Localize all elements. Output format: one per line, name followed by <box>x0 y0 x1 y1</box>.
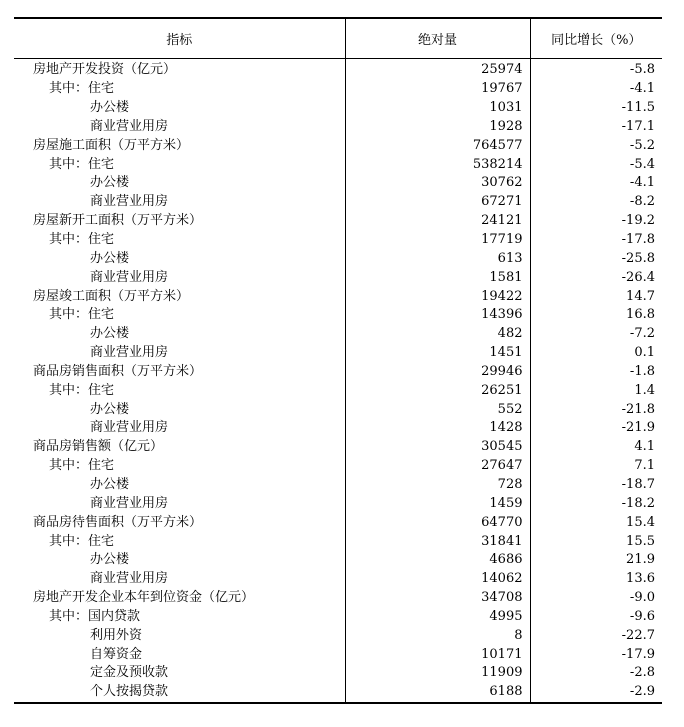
table-row <box>14 80 662 99</box>
table-row <box>14 193 662 212</box>
row-absolute-value: 10171 <box>345 645 530 664</box>
row-yoy-growth: -5.2 <box>530 136 662 155</box>
row-absolute-value: 1031 <box>345 99 530 118</box>
row-label: 其中：住宅 <box>49 81 115 97</box>
row-label: 商品房待售面积（万平方米） <box>33 514 203 530</box>
row-label: 其中：住宅 <box>49 232 115 248</box>
row-absolute-value: 25974 <box>345 59 530 80</box>
row-yoy-growth: -19.2 <box>530 212 662 231</box>
table-row <box>14 231 662 250</box>
row-label: 办公楼 <box>90 100 130 116</box>
table-row <box>14 664 662 683</box>
row-label: 办公楼 <box>90 552 130 568</box>
row-yoy-growth: -26.4 <box>530 268 662 287</box>
table-row <box>14 381 662 400</box>
row-label: 房地产开发投资（亿元） <box>33 62 177 78</box>
row-label: 商品房销售面积（万平方米） <box>33 363 203 379</box>
row-absolute-value: 6188 <box>345 683 530 703</box>
table-row <box>14 136 662 155</box>
row-absolute-value: 4995 <box>345 607 530 626</box>
table-row <box>14 99 662 118</box>
row-label: 其中：住宅 <box>49 156 115 172</box>
table-row <box>14 607 662 626</box>
table-row <box>14 438 662 457</box>
table-row <box>14 419 662 438</box>
table-row <box>14 287 662 306</box>
header-row <box>14 18 662 59</box>
row-label: 办公楼 <box>90 476 130 492</box>
row-label: 自筹资金 <box>90 646 143 662</box>
row-yoy-growth: -11.5 <box>530 99 662 118</box>
row-label: 房屋新开工面积（万平方米） <box>33 213 203 229</box>
row-absolute-value: 30762 <box>345 174 530 193</box>
row-yoy-growth: 21.9 <box>530 551 662 570</box>
row-label: 商业营业用房 <box>90 118 169 134</box>
table-row <box>14 344 662 363</box>
row-absolute-value: 538214 <box>345 155 530 174</box>
row-absolute-value: 14062 <box>345 570 530 589</box>
row-yoy-growth: -5.4 <box>530 155 662 174</box>
row-absolute-value: 19422 <box>345 287 530 306</box>
row-yoy-growth: -21.8 <box>530 400 662 419</box>
row-label: 定金及预收款 <box>90 665 169 681</box>
table-row <box>14 325 662 344</box>
row-yoy-growth: -17.9 <box>530 645 662 664</box>
row-yoy-growth: 0.1 <box>530 344 662 363</box>
row-yoy-growth: -17.1 <box>530 118 662 137</box>
row-yoy-growth: -21.9 <box>530 419 662 438</box>
header-indicator: 指标 <box>14 18 345 59</box>
row-label: 商业营业用房 <box>90 194 169 210</box>
row-absolute-value: 17719 <box>345 231 530 250</box>
table-row <box>14 249 662 268</box>
row-label: 商业营业用房 <box>90 495 169 511</box>
table-row <box>14 155 662 174</box>
row-absolute-value: 1428 <box>345 419 530 438</box>
row-yoy-growth: -7.2 <box>530 325 662 344</box>
row-yoy-growth: -22.7 <box>530 626 662 645</box>
header-yoy: 同比增长（%） <box>530 18 662 59</box>
row-yoy-growth: -18.2 <box>530 494 662 513</box>
row-label: 房屋施工面积（万平方米） <box>33 137 190 153</box>
row-absolute-value: 764577 <box>345 136 530 155</box>
row-yoy-growth: 1.4 <box>530 381 662 400</box>
row-label: 办公楼 <box>90 175 130 191</box>
row-absolute-value: 613 <box>345 249 530 268</box>
table-row <box>14 118 662 137</box>
row-yoy-growth: 15.4 <box>530 513 662 532</box>
row-yoy-growth: -4.1 <box>530 174 662 193</box>
row-absolute-value: 14396 <box>345 306 530 325</box>
table-body <box>14 59 662 703</box>
row-absolute-value: 4686 <box>345 551 530 570</box>
row-absolute-value: 34708 <box>345 589 530 608</box>
row-label: 利用外资 <box>90 627 143 643</box>
row-absolute-value: 24121 <box>345 212 530 231</box>
table-row <box>14 494 662 513</box>
table-row <box>14 59 662 80</box>
row-absolute-value: 26251 <box>345 381 530 400</box>
row-yoy-growth: -5.8 <box>530 59 662 80</box>
row-yoy-growth: 7.1 <box>530 457 662 476</box>
table-row <box>14 551 662 570</box>
row-absolute-value: 67271 <box>345 193 530 212</box>
table-row <box>14 306 662 325</box>
row-absolute-value: 1928 <box>345 118 530 137</box>
row-yoy-growth: -1.8 <box>530 363 662 382</box>
table-row <box>14 268 662 287</box>
row-yoy-growth: 16.8 <box>530 306 662 325</box>
row-yoy-growth: -9.6 <box>530 607 662 626</box>
row-absolute-value: 27647 <box>345 457 530 476</box>
row-label: 办公楼 <box>90 326 130 342</box>
table-row <box>14 532 662 551</box>
row-yoy-growth: 4.1 <box>530 438 662 457</box>
row-label: 商业营业用房 <box>90 345 169 361</box>
table-row <box>14 457 662 476</box>
row-absolute-value: 31841 <box>345 532 530 551</box>
row-absolute-value: 1581 <box>345 268 530 287</box>
table-row <box>14 626 662 645</box>
table-row <box>14 363 662 382</box>
row-label: 个人按揭贷款 <box>14 683 345 703</box>
statistics-table <box>14 17 662 704</box>
table-row <box>14 400 662 419</box>
row-label: 房地产开发企业本年到位资金（亿元） <box>33 590 255 606</box>
row-absolute-value: 728 <box>345 476 530 495</box>
table-row <box>14 513 662 532</box>
row-absolute-value: 30545 <box>345 438 530 457</box>
row-yoy-growth: -2.9 <box>530 683 662 703</box>
row-absolute-value: 1451 <box>345 344 530 363</box>
table-row <box>14 589 662 608</box>
row-label: 商品房销售额（亿元） <box>33 439 164 455</box>
row-yoy-growth: -17.8 <box>530 231 662 250</box>
row-absolute-value: 19767 <box>345 80 530 99</box>
row-absolute-value: 64770 <box>345 513 530 532</box>
row-absolute-value: 552 <box>345 400 530 419</box>
row-label: 其中：住宅 <box>49 533 115 549</box>
row-label: 其中：住宅 <box>49 458 115 474</box>
row-yoy-growth: -2.8 <box>530 664 662 683</box>
row-label: 商业营业用房 <box>90 420 169 436</box>
row-absolute-value: 1459 <box>345 494 530 513</box>
table-row <box>14 645 662 664</box>
row-yoy-growth: -18.7 <box>530 476 662 495</box>
row-label: 其中：住宅 <box>49 382 115 398</box>
row-label: 房屋竣工面积（万平方米） <box>33 288 190 304</box>
row-label: 商业营业用房 <box>90 269 169 285</box>
row-label: 其中：国内贷款 <box>49 608 141 624</box>
header-absolute: 绝对量 <box>345 18 530 59</box>
row-yoy-growth: 13.6 <box>530 570 662 589</box>
row-label: 商业营业用房 <box>90 571 169 587</box>
row-label: 办公楼 <box>90 250 130 266</box>
table-row <box>14 174 662 193</box>
row-absolute-value: 482 <box>345 325 530 344</box>
row-absolute-value: 8 <box>345 626 530 645</box>
row-yoy-growth: -9.0 <box>530 589 662 608</box>
table-row <box>14 476 662 495</box>
row-yoy-growth: -25.8 <box>530 249 662 268</box>
row-label: 其中：住宅 <box>49 307 115 323</box>
row-yoy-growth: 14.7 <box>530 287 662 306</box>
row-absolute-value: 29946 <box>345 363 530 382</box>
row-label: 办公楼 <box>90 401 130 417</box>
row-yoy-growth: 15.5 <box>530 532 662 551</box>
row-absolute-value: 11909 <box>345 664 530 683</box>
table-row <box>14 570 662 589</box>
row-yoy-growth: -8.2 <box>530 193 662 212</box>
row-yoy-growth: -4.1 <box>530 80 662 99</box>
table-row <box>14 683 662 703</box>
table-row <box>14 212 662 231</box>
table-header <box>14 18 662 59</box>
